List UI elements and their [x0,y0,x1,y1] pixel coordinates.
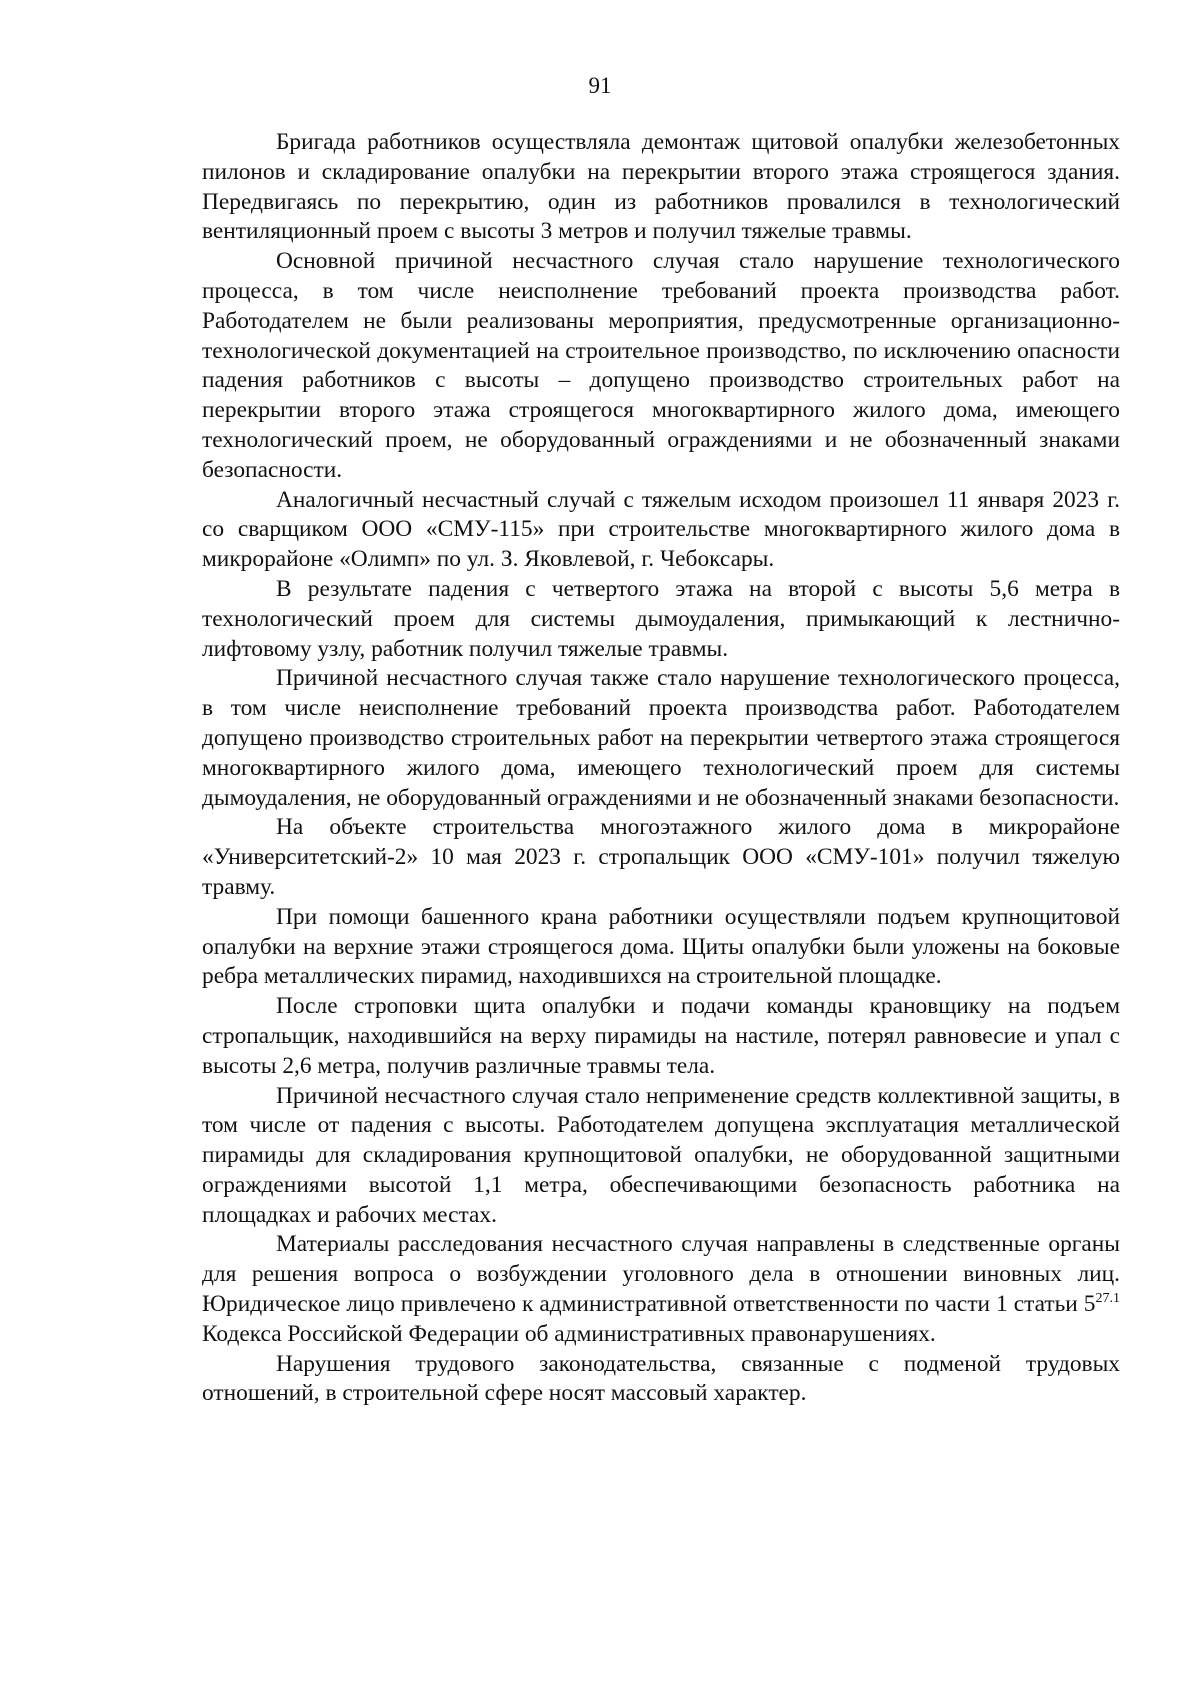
investigation-text-before: Материалы расследования несчастного случая направлены в следственные органы для решения вопроса о возбуждении уголовного дела в отношении виновных лиц. Юридическое лицо привлечено к административной ответственности по части 1 статьи 5 [202,1231,1120,1318]
paragraph-brigade-incident: Бригада работников осуществляла демонтаж щитовой опалубки железобетонных пилонов и складирование опалубки на перекрытии второго этажа строящегося здания. Передвигаясь по перекрытию, один из работников провалился в технологический вентиляционный проем с высоты 3 метров и получил тяжелые травмы. [202,129,1120,245]
paragraph-investigation-materials [202,1230,1120,1349]
paragraph-similar-incident: Аналогичный несчастный случай с тяжелым исходом произошел 11 января 2023 г. со сварщиком ООО «СМУ-115» при строительстве многоквартирного жилого дома в микрорайоне «Олимп» по ул. З. Яковлевой, г. Чебоксары. [202,486,1120,573]
text-body [202,128,1120,1409]
paragraph-second-cause: Причиной несчастного случая также стало нарушение технологического процесса, в том числе неисполнение требований проекта производства работ. Работодателем допущено производство строительных работ на перекрытии четвертого этажа строящегося многоквартирного жилого дома, имеющего технологический проем для системы дымоудаления, не оборудованный ограждениями и не обозначенный знаками безопасности. [202,665,1120,811]
paragraph-third-cause: Причиной несчастного случая стало неприменение средств коллективной защиты, в том числе от падения с высоты. Работодателем допущена эксплуатация металлической пирамиды для складирования крупнощитовой опалубки, не оборудованной защитными ограждениями высотой 1,1 метра, обеспечивающими безопасность работника на площадках и рабочих местах. [202,1082,1120,1228]
paragraph-crane-lifting: При помощи башенного крана работники осуществляли подъем крупнощитовой опалубки на верхние этажи строящегося дома. Щиты опалубки были уложены на боковые ребра металлических пирамид, находившихся на строительной площадке. [202,903,1120,990]
paragraph-fall-result: В результате падения с четвертого этажа на второй с высоты 5,6 метра в технологический проем для системы дымоудаления, примыкающий к лестнично-лифтовому узлу, работник получил тяжелые травмы. [202,575,1120,662]
paragraph-main-cause: Основной причиной несчастного случая стало нарушение технологического процесса, в том числе неисполнение требований проекта производства работ. Работодателем не были реализованы мероприятия, предусмотренные организационно-технологической документацией на строительное производство, по исключению опасности падения работников с высоты – допущено производство строительных работ на перекрытии второго этажа строящегося многоквартирного жилого дома, имеющего технологический проем, не оборудованный ограждениями и не обозначенный знаками безопасности. [202,248,1120,483]
article-superscript: 27.1 [1095,1291,1120,1307]
paragraph-labor-violations: Нарушения трудового законодательства, связанные с подменой трудовых отношений, в строительной сфере носят массовый характер. [202,1350,1120,1407]
paragraph-slinger-fall: После строповки щита опалубки и подачи команды крановщику на подъем стропальщик, находившийся на верху пирамиды на настиле, потерял равновесие и упал с высоты 2,6 метра, получив различные травмы тела. [202,993,1120,1079]
investigation-text-after: Кодекса Российской Федерации об административных правонарушениях. [202,1320,936,1347]
page-number: 91 [588,73,612,98]
paragraph-university-site: На объекте строительства многоэтажного жилого дома в микрорайоне «Университетский-2» 10 мая 2023 г. стропальщик ООО «СМУ-101» получил тяжелую травму. [202,814,1120,900]
